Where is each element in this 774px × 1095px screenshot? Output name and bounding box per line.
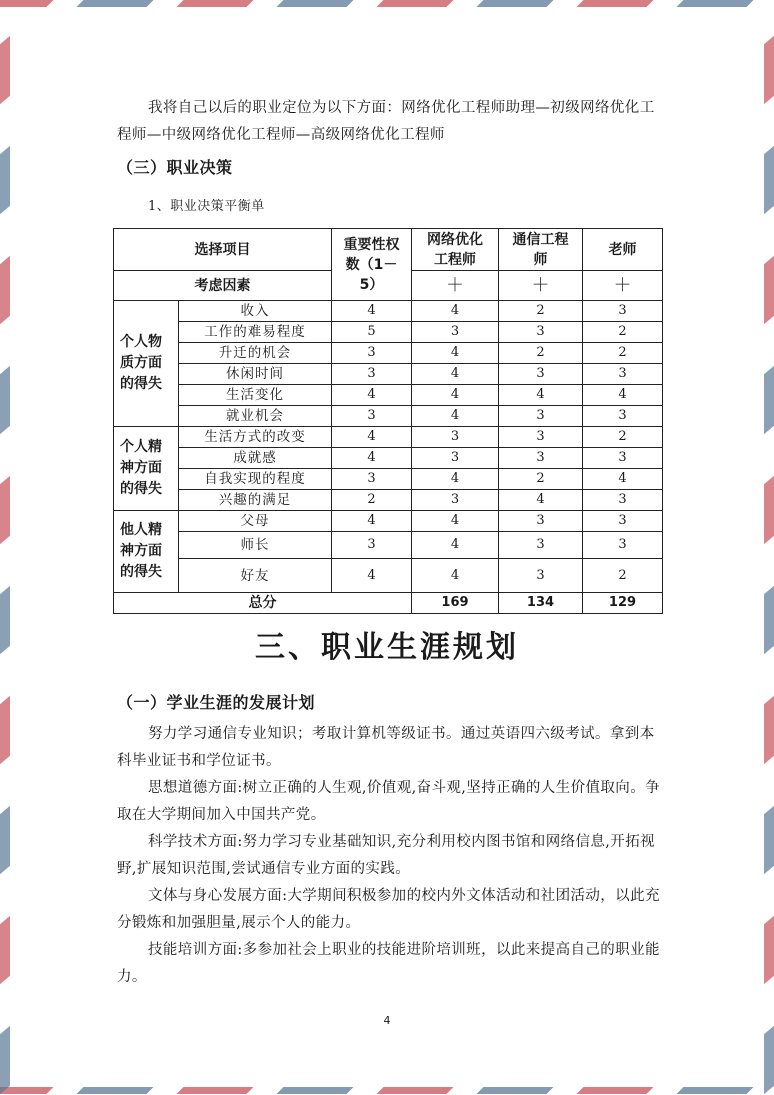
page-number: 4 [383,1014,391,1027]
score-cell: 3 [583,448,663,469]
group-label: 个人精神方面的得失 [114,427,179,511]
weight-cell: 3 [332,364,412,385]
airmail-stripe [764,476,774,544]
score-cell: 3 [499,511,583,532]
factor-cell: 师长 [179,532,332,559]
total-score: 169 [412,593,499,614]
airmail-border-left [0,0,16,1095]
score-cell: 4 [412,343,499,364]
airmail-stripe [764,256,774,324]
score-cell: 3 [583,406,663,427]
plus-mark: ＋ [583,271,663,301]
paragraph: 科学技术方面:努力学习专业基础知识,充分利用校内图书馆和网络信息,开拓视野,扩展知识范围,尝试通信专业方面的实践。 [117,834,656,877]
group-label: 个人物质方面的得失 [114,301,179,427]
factor-cell: 成就感 [179,448,332,469]
airmail-border-top [0,0,774,14]
score-cell: 4 [412,385,499,406]
airmail-stripe [277,1087,354,1094]
airmail-stripe [764,1026,774,1094]
score-cell: 3 [583,532,663,559]
airmail-border-bottom [0,1081,774,1095]
airmail-stripe [0,0,54,7]
decision-balance-table [113,228,663,614]
airmail-stripe [377,1087,454,1094]
score-cell: 3 [499,559,583,593]
weight-cell: 3 [332,532,412,559]
factor-cell: 升迁的机会 [179,343,332,364]
group-label: 他人精神方面的得失 [114,511,179,593]
score-cell: 4 [412,532,499,559]
score-cell: 3 [412,490,499,511]
factor-cell: 自我实现的程度 [179,469,332,490]
factor-cell: 生活方式的改变 [179,427,332,448]
total-label: 总分 [114,593,412,614]
airmail-stripe [764,366,774,434]
section-heading-study-plan: （一）学业生涯的发展计划 [117,693,316,712]
paragraph: 文体与身心发展方面:大学期间积极参加的校内外文体活动和社团活动，以此充分锻炼和加强胆量,展示个人的能力。 [117,888,660,931]
paragraph: 思想道德方面:树立正确的人生观,价值观,奋斗观,坚持正确的人生价值取向。争取在大学期间加入中国共产党。 [117,780,661,823]
score-cell: 4 [412,511,499,532]
airmail-stripe [0,366,10,434]
score-cell: 3 [412,322,499,343]
score-cell: 2 [499,469,583,490]
factor-cell: 父母 [179,511,332,532]
plus-mark: ＋ [499,271,583,301]
weight-cell: 4 [332,448,412,469]
airmail-stripe [0,36,10,104]
airmail-stripe [764,696,774,764]
airmail-stripe [0,476,10,544]
score-cell: 4 [583,469,663,490]
intro-paragraph: 我将自己以后的职业定位为以下方面：网络优化工程师助理—初级网络优化工程师—中级网络优化工程师—高级网络优化工程师 [117,100,655,143]
paragraph: 技能培训方面:多参加社会上职业的技能进阶培训班，以此来提高自己的职业能力。 [117,942,660,985]
total-score: 129 [583,593,663,614]
score-cell: 2 [499,343,583,364]
score-cell: 2 [583,343,663,364]
score-cell: 2 [583,559,663,593]
airmail-stripe [0,916,10,984]
header-weight: 重要性权数（1－5） [332,229,412,301]
factor-cell: 好友 [179,559,332,593]
airmail-stripe [377,0,454,7]
airmail-stripe [764,806,774,874]
airmail-stripe [764,916,774,984]
airmail-stripe [677,1087,754,1094]
airmail-stripe [764,146,774,214]
weight-cell: 2 [332,490,412,511]
score-cell: 3 [583,301,663,322]
weight-cell: 4 [332,427,412,448]
score-cell: 3 [499,364,583,385]
score-cell: 3 [583,511,663,532]
weight-cell: 4 [332,301,412,322]
airmail-stripe [277,0,354,7]
header-option: 通信工程师 [499,229,583,271]
airmail-stripe [0,696,10,764]
score-cell: 4 [412,406,499,427]
weight-cell: 4 [332,385,412,406]
airmail-stripe [0,806,10,874]
header-select-items: 选择项目 [114,229,332,271]
airmail-stripe [677,0,754,7]
total-score: 134 [499,593,583,614]
paragraph: 努力学习通信专业知识；考取计算机等级证书。通过英语四六级考试。拿到本科毕业证书和学位证书。 [117,726,655,769]
score-cell: 4 [412,364,499,385]
airmail-stripe [0,146,10,214]
airmail-stripe [764,36,774,104]
score-cell: 3 [499,322,583,343]
weight-cell: 3 [332,343,412,364]
weight-cell: 3 [332,406,412,427]
airmail-stripe [577,1087,654,1094]
factor-cell: 就业机会 [179,406,332,427]
score-cell: 4 [499,490,583,511]
score-cell: 3 [499,448,583,469]
header-option: 老师 [583,229,663,271]
score-cell: 3 [499,406,583,427]
weight-cell: 4 [332,559,412,593]
score-cell: 3 [499,427,583,448]
weight-cell: 5 [332,322,412,343]
airmail-stripe [477,0,554,7]
factor-cell: 休闲时间 [179,364,332,385]
factor-cell: 生活变化 [179,385,332,406]
header-factors: 考虑因素 [114,271,332,301]
score-cell: 4 [583,385,663,406]
score-cell: 4 [412,301,499,322]
score-cell: 3 [583,364,663,385]
weight-cell: 4 [332,511,412,532]
score-cell: 3 [412,427,499,448]
airmail-border-right [758,0,774,1095]
airmail-stripe [177,0,254,7]
plus-mark: ＋ [412,271,499,301]
score-cell: 4 [412,559,499,593]
score-cell: 2 [583,427,663,448]
score-cell: 3 [412,448,499,469]
header-option: 网络优化工程师 [412,229,499,271]
score-cell: 3 [499,532,583,559]
score-cell: 2 [499,301,583,322]
airmail-stripe [0,256,10,324]
airmail-stripe [77,0,154,7]
airmail-stripe [577,0,654,7]
airmail-stripe [477,1087,554,1094]
weight-cell: 3 [332,469,412,490]
factor-cell: 工作的难易程度 [179,322,332,343]
airmail-stripe [177,1087,254,1094]
chapter-title: 三、职业生涯规划 [255,630,519,665]
score-cell: 4 [499,385,583,406]
score-cell: 3 [583,490,663,511]
airmail-stripe [0,1026,10,1094]
score-cell: 4 [412,469,499,490]
factor-cell: 兴趣的满足 [179,490,332,511]
factor-cell: 收入 [179,301,332,322]
section-heading-decision: （三）职业决策 [117,158,233,177]
airmail-stripe [77,1087,154,1094]
table-caption: 1、职业决策平衡单 [148,199,265,214]
airmail-stripe [0,1087,54,1094]
score-cell: 2 [583,322,663,343]
